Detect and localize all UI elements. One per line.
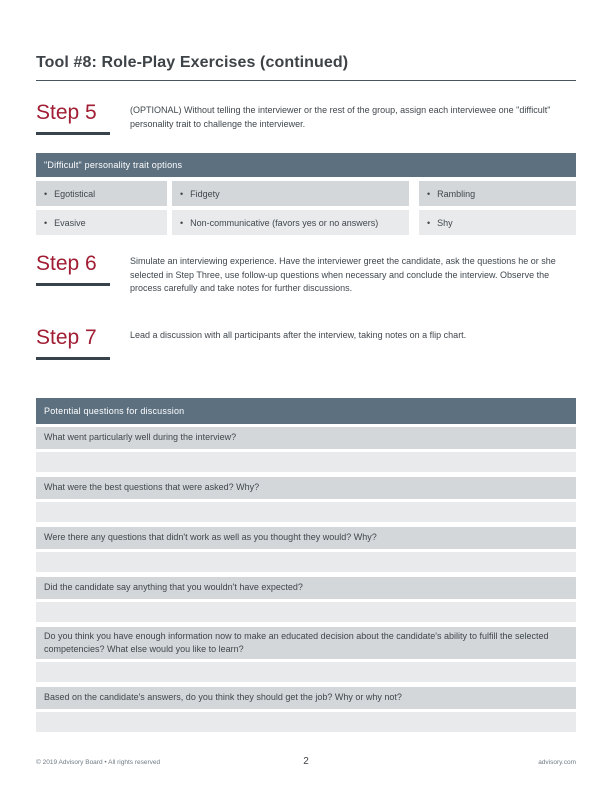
question-item	[36, 577, 576, 622]
traits-table-row	[36, 210, 576, 235]
discussion-questions-section	[36, 398, 576, 732]
question-item	[36, 627, 576, 682]
step-5-description: (OPTIONAL) Without telling the interviewer or the rest of the group, assign each interviewee one "difficult" personality trait to challenge the interviewer.	[130, 105, 551, 129]
question-text: Do you think you have enough information now to make an educated decision about the candidate's ability to fulfill the selected competencies? What else would you like to learn?	[36, 627, 576, 659]
discussion-questions-header: Potential questions for discussion	[36, 398, 576, 424]
page-footer	[36, 756, 576, 768]
traits-table-row	[36, 181, 576, 206]
trait-cell: • Non-communicative (favors yes or no answers)	[172, 210, 409, 235]
step-6-description: Simulate an interviewing experience. Have the interviewer greet the candidate, ask the questions he or she selected in Step Three, use follow-up questions when necessary and conclude the interview. Observe the process carefully and take notes for further discussions.	[130, 256, 556, 293]
footer-page-number: 2	[303, 756, 309, 767]
trait-cell: • Shy	[419, 210, 576, 235]
footer-website: advisory.com	[538, 759, 576, 766]
step-5-label: Step 5	[36, 101, 97, 124]
question-text: What were the best questions that were asked? Why?	[36, 477, 576, 499]
step-5-label-column	[36, 101, 130, 135]
step-5-underline	[36, 132, 110, 135]
question-item	[36, 527, 576, 572]
step-5-section	[36, 101, 576, 135]
step-7-section	[36, 326, 576, 360]
footer-copyright: © 2019 Advisory Board • All rights reserved	[36, 759, 161, 766]
step-7-underline	[36, 357, 110, 360]
question-text: Based on the candidate's answers, do you think they should get the job? Why or why not?	[36, 687, 576, 709]
step-7-label: Step 7	[36, 325, 97, 349]
answer-space	[36, 552, 576, 572]
question-item	[36, 427, 576, 472]
trait-cell: • Evasive	[36, 210, 167, 235]
step-6-label-column	[36, 252, 130, 296]
step-7-description: Lead a discussion with all participants after the interview, taking notes on a flip chart.	[130, 329, 467, 340]
question-text: Were there any questions that didn't work as well as you thought they would? Why?	[36, 527, 576, 549]
step-6-section	[36, 252, 576, 296]
answer-space	[36, 712, 576, 732]
answer-space	[36, 602, 576, 622]
step-6-underline	[36, 283, 110, 286]
title-block	[36, 54, 576, 81]
trait-cell: • Rambling	[419, 181, 576, 206]
answer-space	[36, 452, 576, 472]
question-text: What went particularly well during the interview?	[36, 427, 576, 449]
answer-space	[36, 662, 576, 682]
page-title: Tool #8: Role-Play Exercises (continued)	[36, 54, 349, 71]
question-item	[36, 687, 576, 732]
step-7-label-column	[36, 326, 130, 360]
trait-cell: • Egotistical	[36, 181, 167, 206]
question-text: Did the candidate say anything that you wouldn't have expected?	[36, 577, 576, 599]
trait-cell: • Fidgety	[172, 181, 409, 206]
answer-space	[36, 502, 576, 522]
page-content	[0, 54, 612, 732]
difficult-traits-table	[36, 153, 576, 235]
question-item	[36, 477, 576, 522]
traits-table-header: "Difficult" personality trait options	[36, 153, 576, 177]
step-6-label: Step 6	[36, 252, 97, 275]
